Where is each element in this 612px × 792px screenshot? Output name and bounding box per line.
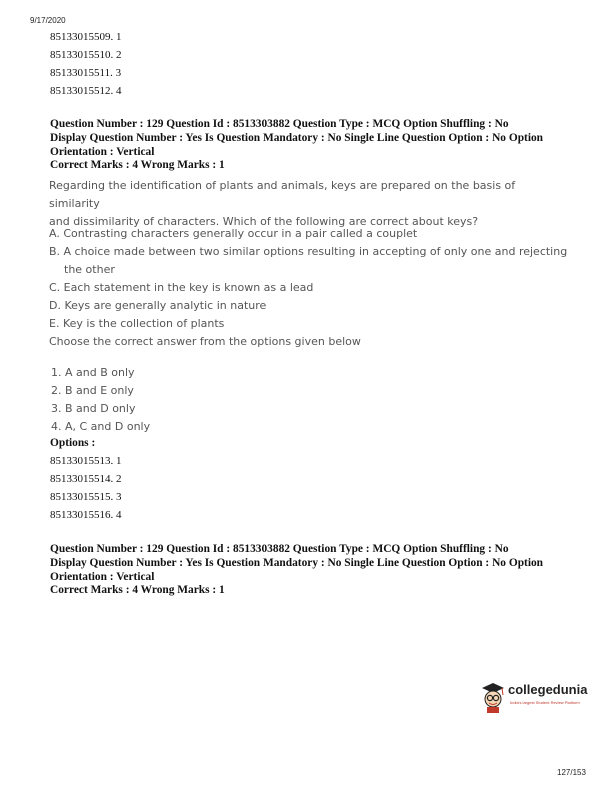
option-id: 85133015516. 4 bbox=[50, 509, 122, 521]
question-text-line: and dissimilarity of characters. Which of the following are correct about keys? bbox=[49, 215, 479, 228]
option-id: 85133015512. 4 bbox=[50, 85, 122, 97]
statement: B. A choice made between two similar options resulting in accepting of only one and rejecting bbox=[49, 245, 568, 258]
option-id: 85133015513. 1 bbox=[50, 455, 122, 467]
question-text-line: Regarding the identification of plants and animals, keys are prepared on the basis of similarity bbox=[49, 179, 516, 210]
question-header-line: Question Number : 129 Question Id : 8513303882 Question Type : MCQ Option Shuffling : No bbox=[50, 118, 509, 130]
statement: A. Contrasting characters generally occur in a pair called a couplet bbox=[49, 227, 418, 240]
collegedunia-logo bbox=[480, 680, 588, 716]
question-header-line: Display Question Number : Yes Is Question Mandatory : No Single Line Question Option : No Option bbox=[50, 132, 544, 144]
answer-choice: 3. B and D only bbox=[51, 402, 136, 415]
question-marks: Correct Marks : 4 Wrong Marks : 1 bbox=[50, 159, 225, 171]
question-statements bbox=[49, 225, 569, 351]
question-header-line: Orientation : Vertical bbox=[50, 146, 155, 158]
option-id: 85133015515. 3 bbox=[50, 491, 122, 503]
question-header bbox=[50, 117, 580, 159]
option-id: 85133015509. 1 bbox=[50, 31, 122, 43]
question-header-line: Question Number : 129 Question Id : 8513303882 Question Type : MCQ Option Shuffling : No bbox=[50, 543, 509, 555]
options-label: Options : bbox=[50, 437, 96, 449]
question-header-line: Display Question Number : Yes Is Question Mandatory : No Single Line Question Option : No Option bbox=[50, 557, 544, 569]
mascot-icon bbox=[480, 680, 506, 714]
option-id: 85133015511. 3 bbox=[50, 67, 122, 79]
logo-tagline: India's largest Student Review Platform bbox=[510, 700, 580, 705]
statement: D. Keys are generally analytic in nature bbox=[49, 299, 267, 312]
answer-choices bbox=[51, 364, 150, 436]
statement-continuation: the other bbox=[64, 263, 115, 276]
instruction: Choose the correct answer from the options given below bbox=[49, 335, 361, 348]
statement: C. Each statement in the key is known as a lead bbox=[49, 281, 314, 294]
print-date: 9/17/2020 bbox=[30, 16, 66, 25]
question-header bbox=[50, 542, 580, 584]
options-list bbox=[50, 452, 122, 524]
answer-choice: 1. A and B only bbox=[51, 366, 135, 379]
answer-choice: 2. B and E only bbox=[51, 384, 134, 397]
question-marks: Correct Marks : 4 Wrong Marks : 1 bbox=[50, 584, 225, 596]
previous-options-list bbox=[50, 28, 122, 100]
statement: E. Key is the collection of plants bbox=[49, 317, 225, 330]
page-number: 127/153 bbox=[557, 768, 586, 777]
option-id: 85133015510. 2 bbox=[50, 49, 122, 61]
answer-choice: 4. A, C and D only bbox=[51, 420, 151, 433]
question-text bbox=[49, 177, 569, 231]
option-id: 85133015514. 2 bbox=[50, 473, 122, 485]
logo-wordmark: collegedunia bbox=[508, 682, 588, 697]
question-header-line: Orientation : Vertical bbox=[50, 571, 155, 583]
